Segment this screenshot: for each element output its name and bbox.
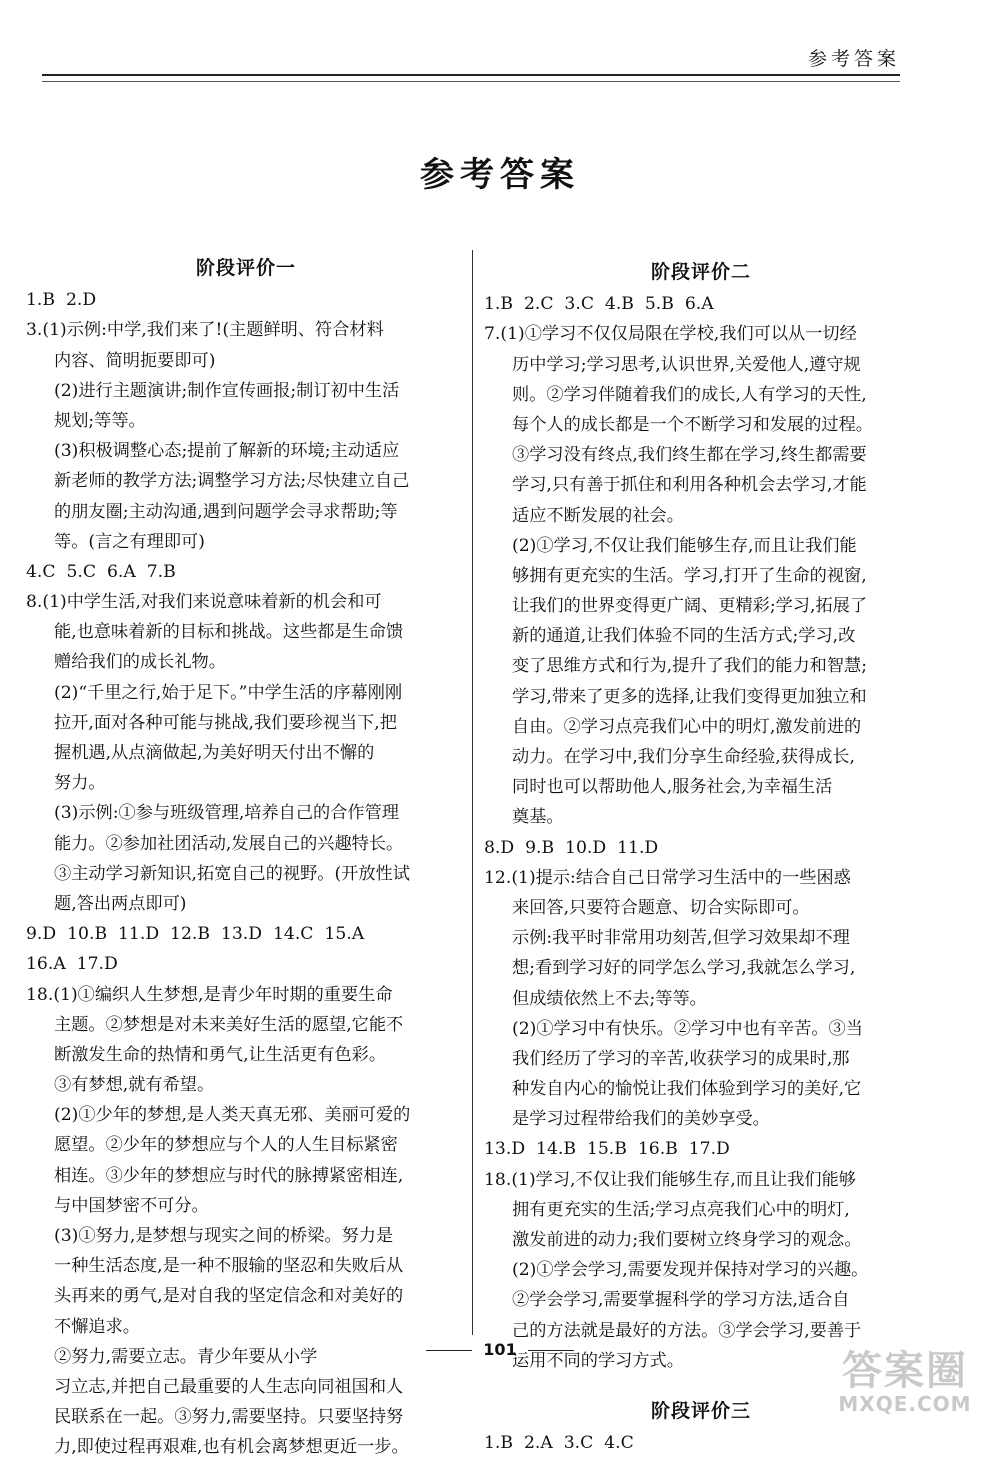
page-title: 参考答案	[420, 155, 580, 195]
answer-line: 8.D 9.B 10.D 11.D	[484, 837, 659, 858]
header-rule	[42, 74, 900, 82]
answer-line: 努力。	[54, 773, 106, 794]
footer-ornament-left	[426, 1350, 472, 1351]
left-answer-lines	[26, 285, 466, 1462]
answer-line: (3)积极调整心态;提前了解新的环境;主动适应	[54, 441, 400, 462]
answer-line: 愿望。②少年的梦想应与个人的人生目标紧密	[54, 1135, 398, 1156]
answer-line: 相连。③少年的梦想应与时代的脉搏紧密相连,	[54, 1165, 404, 1186]
answer-line: ②努力,需要立志。青少年要从小学	[54, 1346, 318, 1367]
answer-line: 的朋友圈;主动沟通,遇到问题学会寻求帮助;等	[54, 501, 398, 522]
answer-line: 学习,带来了更多的选择,让我们变得更加独立和	[512, 686, 867, 707]
answer-line: 新的通道,让我们体验不同的生活方式;学习,改	[512, 626, 856, 647]
answer-line: 内容、简明扼要即可)	[54, 350, 216, 371]
answer-line: ③主动学习新知识,拓宽自己的视野。(开放性试	[54, 863, 410, 884]
answer-line: 12.(1)提示:结合自己日常学习生活中的一些困惑	[484, 867, 851, 888]
answer-line: 民联系在一起。③努力,需要坚持。只要坚持努	[54, 1407, 404, 1428]
answer-line: 18.(1)①编织人生梦想,是青少年时期的重要生命	[26, 984, 393, 1005]
answer-line: 种发自内心的愉悦让我们体验到学习的美好,它	[512, 1079, 862, 1100]
answer-line: 但成绩依然上不去;等等。	[512, 988, 707, 1009]
answer-line: 让我们的世界变得更广阔、更精彩;学习,拓展了	[512, 596, 868, 617]
footer-ornament-right	[528, 1350, 574, 1351]
answer-line: 13.D 14.B 15.B 16.B 17.D	[484, 1139, 730, 1160]
section3-answer-lines	[484, 1428, 918, 1458]
answer-line: 7.(1)①学习不仅仅局限在学校,我们可以从一切经	[484, 324, 857, 345]
answer-line: 来回答,只要符合题意、切合实际即可。	[512, 897, 810, 918]
answer-line: 不懈追求。	[54, 1316, 140, 1337]
answer-line: 拉开,面对各种可能与挑战,我们要珍视当下,把	[54, 712, 397, 733]
answer-line: 每个人的成长都是一个不断学习和发展的过程。	[512, 414, 873, 435]
answer-line: (2)①学习中有快乐。②学习中也有辛苦。③当	[512, 1018, 863, 1039]
section-title-2: 阶段评价二	[650, 261, 751, 283]
answer-line: 变了思维方式和行为,提升了我们的能力和智慧;	[512, 656, 868, 677]
answer-line: 示例:我平时非常用功刻苦,但学习效果却不理	[512, 928, 850, 949]
answer-line: 一种生活态度,是一种不服输的坚忍和失败后从	[54, 1256, 404, 1277]
running-header-label: 参考答案	[807, 48, 900, 70]
answer-line: (2)“千里之行,始于足下。”中学生活的序幕刚刚	[54, 682, 403, 703]
answer-line: 1.B 2.C 3.C 4.B 5.B 6.A	[484, 294, 714, 315]
answer-line: 新老师的教学方法;调整学习方法;尽快建立自己	[54, 471, 410, 492]
answer-line: 历中学习;学习思考,认识世界,关爱他人,遵守规	[512, 354, 861, 375]
answer-line: 够拥有更充实的生活。学习,打开了生命的视窗,	[512, 565, 867, 586]
answer-line: 同时也可以帮助他人,服务社会,为幸福生活	[512, 777, 833, 798]
answer-line: 题,答出两点即可)	[54, 893, 187, 914]
answer-line: 力,即使过程再艰难,也有机会离梦想更近一步。	[54, 1437, 409, 1458]
answer-line: 能,也意味着新的目标和挑战。这些都是生命馈	[54, 622, 404, 643]
answer-line: 16.A 17.D	[26, 954, 118, 975]
watermark	[830, 1350, 980, 1420]
watermark-url: MXQE.COM	[838, 1392, 972, 1416]
answer-line: ②学会学习,需要掌握科学的学习方法,适合自	[512, 1290, 850, 1311]
answer-line: 能力。②参加社团活动,发展自己的兴趣特长。	[54, 833, 404, 854]
section-title-1: 阶段评价一	[195, 257, 296, 279]
page-number: 101	[483, 1340, 517, 1359]
answer-line: 适应不断发展的社会。	[512, 505, 684, 526]
answer-line: 我们经历了学习的辛苦,收获学习的成果时,那	[512, 1048, 850, 1069]
answer-line: 激发前进的动力;我们要树立终身学习的观念。	[512, 1230, 862, 1251]
answer-line: ③有梦想,就有希望。	[54, 1075, 215, 1096]
answer-line: 握机遇,从点滴做起,为美好明天付出不懈的	[54, 743, 375, 764]
answer-line: 1.B 2.A 3.C 4.C	[484, 1433, 634, 1454]
answer-line: 动力。在学习中,我们分享生命经验,获得成长,	[512, 747, 855, 768]
answer-line: 9.D 10.B 11.D 12.B 13.D 14.C 15.A	[26, 924, 365, 945]
right-answer-lines	[484, 289, 918, 1376]
section-title-3: 阶段评价三	[650, 1399, 751, 1422]
answer-line: 等。(言之有理即可)	[54, 531, 205, 552]
answer-line: 18.(1)学习,不仅让我们能够生存,而且让我们能够	[484, 1169, 856, 1190]
answer-line: 想;看到学习好的同学怎么学习,我就怎么学习,	[512, 958, 856, 979]
answer-line: 己的方法就是最好的方法。③学会学习,要善于	[512, 1320, 862, 1341]
answer-line: 运用不同的学习方式。	[512, 1350, 684, 1371]
answer-line: (2)①学会学习,需要发现并保持对学习的兴趣。	[512, 1260, 869, 1281]
answer-line: 赠给我们的成长礼物。	[54, 652, 226, 673]
right-column	[484, 253, 918, 1458]
watermark-logo: 答案圈	[842, 1348, 968, 1394]
answer-line: 与中国梦密不可分。	[54, 1195, 209, 1216]
answer-line: 8.(1)中学生活,对我们来说意味着新的机会和可	[26, 592, 382, 613]
answer-line: 3.(1)示例:中学,我们来了!(主题鲜明、符合材料	[26, 320, 384, 341]
answer-line: 奠基。	[512, 807, 564, 828]
answer-line: 头再来的勇气,是对自我的坚定信念和对美好的	[54, 1286, 404, 1307]
answer-line: 自由。②学习点亮我们心中的明灯,激发前进的	[512, 716, 862, 737]
answer-line: (3)①努力,是梦想与现实之间的桥梁。努力是	[54, 1226, 394, 1247]
answer-line: (2)①学习,不仅让我们能够生存,而且让我们能	[512, 535, 857, 556]
answer-line: (3)示例:①参与班级管理,培养自己的合作管理	[54, 803, 399, 824]
answer-line: 是学习过程带给我们的美妙享受。	[512, 1109, 770, 1130]
answer-line: 则。②学习伴随着我们的成长,人有学习的天性,	[512, 384, 867, 405]
answer-line: 规划;等等。	[54, 410, 146, 431]
answer-line: (2)①少年的梦想,是人类天真无邪、美丽可爱的	[54, 1105, 411, 1126]
left-column	[26, 253, 466, 1463]
answer-line: 1.B 2.D	[26, 290, 97, 311]
answer-line: 主题。②梦想是对未来美好生活的愿望,它能不	[54, 1014, 404, 1035]
answer-line: ③学习没有终点,我们终生都在学习,终生都需要	[512, 445, 867, 466]
answer-line: 断激发生命的热情和勇气,让生活更有色彩。	[54, 1044, 387, 1065]
answer-line: 习立志,并把自己最重要的人生志向同祖国和人	[54, 1376, 404, 1397]
answer-line: 学习,只有善于抓住和利用各种机会去学习,才能	[512, 475, 867, 496]
answer-line: 4.C 5.C 6.A 7.B	[26, 561, 176, 582]
answer-line: 拥有更充实的生活;学习点亮我们心中的明灯,	[512, 1199, 850, 1220]
answer-line: (2)进行主题演讲;制作宣传画报;制订初中生活	[54, 380, 400, 401]
column-divider	[472, 250, 473, 1335]
